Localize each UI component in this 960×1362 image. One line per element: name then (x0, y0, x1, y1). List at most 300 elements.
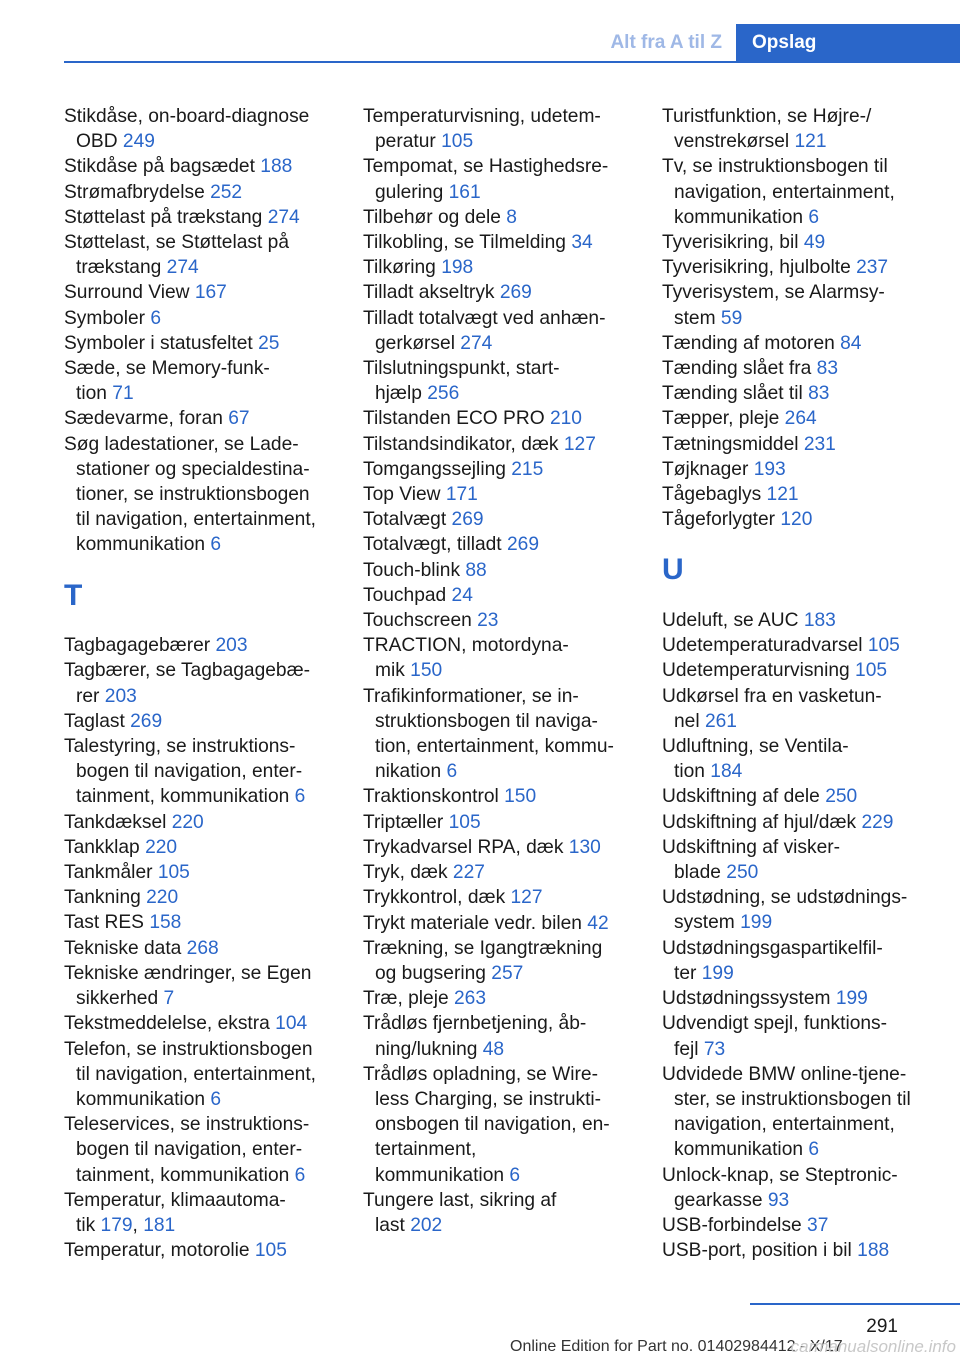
index-entry-text: Strømafbrydelse (64, 181, 211, 203)
page-reference-link[interactable]: 257 (491, 962, 524, 984)
index-entry-text: Tekstmeddelelse, ekstra (64, 1013, 276, 1035)
index-entry-text: Temperaturvisning, udetem- (363, 106, 601, 127)
index-entry (662, 406, 947, 431)
index-entry-text: Totalvægt (363, 509, 452, 531)
index-entry: Temperatur, klimaautoma- tik 179, 181 (64, 1189, 286, 1236)
index-entry (64, 432, 344, 558)
page-reference-link[interactable]: 84 (840, 332, 862, 354)
index-entry (363, 154, 643, 204)
page-reference-link[interactable]: 220 (171, 811, 204, 833)
index-entry-text: last (375, 1214, 411, 1236)
index-entry-text: Touchpad (363, 584, 452, 606)
index-entry-text: navigation, entertainment, (674, 1114, 895, 1136)
index-entry-text: venstrekørsel (674, 131, 795, 153)
page-reference-link[interactable]: 220 (145, 836, 178, 858)
index-entry-text: Unlock-knap, se Steptronic- (662, 1164, 898, 1186)
index-entry-text: Tågeforlygter (662, 509, 781, 531)
page-reference-link[interactable]: 269 (130, 710, 163, 732)
index-entry-text: Udkørsel fra en vasketun- (662, 685, 882, 707)
page-reference-link[interactable]: 274 (166, 257, 199, 279)
index-entry (662, 658, 947, 683)
index-entry-text: bogen til navigation, enter- (76, 761, 303, 783)
index-entry (662, 1238, 947, 1263)
index-entry-text: Touchscreen (363, 610, 478, 632)
index-entry (363, 356, 643, 406)
page-reference-link[interactable]: 8 (506, 206, 517, 228)
index-entry (363, 482, 643, 507)
index-entry-text: trækstang (76, 257, 167, 279)
section-tab-opslag[interactable]: Opslag (736, 24, 960, 62)
index-entry-text: Udstødningsgaspartikelfil- (662, 937, 883, 959)
index-entry (64, 633, 344, 658)
index-letter-heading: U (662, 553, 684, 587)
index-entry (662, 457, 947, 482)
index-entry-text: Tagbærer, se Tagbagagebæ- (64, 660, 311, 682)
page-reference-link[interactable]: 121 (766, 484, 799, 506)
index-entry (363, 583, 643, 608)
page-reference-link[interactable]: 269 (451, 509, 484, 531)
index-entry-text: rer (76, 685, 105, 707)
page-reference-link[interactable]: 250 (825, 786, 858, 808)
index-entry-text: Temperatur, motorolie (64, 1240, 255, 1262)
index-column-2 (363, 104, 643, 1238)
page-reference-link[interactable]: 105 (157, 862, 190, 884)
page-reference-link[interactable]: 6 (210, 534, 222, 556)
page-number: 291 (866, 1316, 898, 1337)
index-entry (363, 860, 643, 885)
page-reference-link[interactable]: 23 (477, 610, 499, 632)
index-entry (64, 1011, 344, 1036)
index-entry-text: TRACTION, motordyna- (363, 635, 569, 657)
page-reference-link[interactable]: 6 (446, 761, 458, 783)
edition-note: Online Edition for Part no. 01402984412 - X/17 (510, 1338, 843, 1355)
index-entry-text: ter (674, 962, 702, 984)
index-entry (64, 230, 344, 280)
index-entry-text: Symboler i statusfeltet (64, 332, 259, 354)
page-reference-link[interactable]: 198 (441, 257, 474, 279)
index-letter-heading: T (64, 578, 83, 612)
page-reference-link[interactable]: 25 (258, 332, 280, 354)
page-reference-link[interactable]: 188 (260, 156, 293, 178)
index-entry (363, 230, 643, 255)
index-entry-text: Talestyring, se instruktions- (64, 736, 296, 758)
page-reference-link[interactable]: 269 (506, 534, 539, 556)
page-reference-link[interactable]: 34 (571, 232, 593, 254)
index-entry (363, 608, 643, 633)
page-reference-link[interactable]: 105 (867, 635, 900, 657)
index-entry-text: Trykt materiale vedr. bilen (363, 912, 588, 934)
index-entry-text: Teleservices, se instruktions- (64, 1114, 310, 1136)
index-entry-text: Tilstandsindikator, dæk (363, 433, 564, 455)
index-entry (662, 154, 947, 230)
page-reference-link[interactable]: 184 (710, 761, 743, 783)
index-entry-text: Tekniske ændringer, se Egen (64, 962, 312, 984)
page-reference-link[interactable]: 130 (568, 836, 601, 858)
index-entry-text: tertainment, (375, 1139, 477, 1161)
index-entry-text: peratur (375, 131, 442, 153)
page-reference-link[interactable]: 6 (808, 1139, 820, 1161)
index-entry (64, 1238, 344, 1263)
index-entry (662, 784, 947, 809)
index-entry-text: navigation, entertainment, (674, 181, 895, 203)
index-entry-text: Tyverisikring, hjulbolte (662, 257, 857, 279)
page-reference-link[interactable]: 161 (448, 181, 481, 203)
index-entry (662, 331, 947, 356)
index-entry (64, 910, 344, 935)
index-entry-text: Tast RES (64, 912, 150, 934)
index-entry (64, 205, 344, 230)
page-reference-link[interactable]: 210 (549, 408, 582, 430)
index-entry-text: nikation (375, 761, 447, 783)
index-entry-text: Trafikinformationer, se in- (363, 685, 579, 707)
page-reference-link[interactable]: 93 (767, 1189, 790, 1211)
page-reference-link[interactable]: 6 (210, 1088, 222, 1110)
page-reference-link[interactable]: 231 (803, 433, 836, 455)
index-entry-text: Tungere last, sikring af (363, 1189, 557, 1211)
index-entry (662, 1163, 947, 1213)
index-entry (363, 280, 643, 305)
index-entry (662, 432, 947, 457)
index-entry-text: Tøjknager (662, 458, 754, 480)
index-entry (662, 810, 947, 835)
index-entry-text: kommunikation (674, 206, 809, 228)
page-reference-link[interactable]: 199 (835, 988, 868, 1010)
page-reference-link[interactable]: 6 (808, 206, 820, 228)
page-reference-link[interactable]: 127 (510, 887, 543, 909)
index-entry (363, 432, 643, 457)
index-entry-text: Udskiftning af dele (662, 786, 826, 808)
page-reference-link[interactable]: 171 (445, 484, 478, 506)
index-entry-text: Tankning (64, 887, 147, 909)
index-entry-text: stem (674, 307, 721, 329)
index-entry-text: fejl (674, 1038, 704, 1060)
page-reference-link[interactable]: 105 (441, 131, 474, 153)
index-entry-text: Tyverisikring, bil (662, 232, 804, 254)
page-reference-link[interactable]: 158 (149, 912, 182, 934)
page-reference-link[interactable]: 127 (563, 433, 596, 455)
page-reference-link[interactable]: 73 (703, 1038, 726, 1060)
index-entry-text: tion (76, 383, 113, 405)
index-entry-text: Søg ladestationer, se Lade- (64, 433, 299, 455)
index-entry-text: Tagbagagebærer (64, 635, 216, 657)
index-entry (64, 658, 344, 708)
index-entry-text: Udvidede BMW online-tjene- (662, 1063, 907, 1085)
page-reference-link[interactable]: 59 (720, 307, 743, 329)
index-entry-text: Tilslutningspunkt, start- (363, 358, 560, 380)
index-entry (64, 406, 344, 431)
index-entry-text: Triptæller (363, 811, 449, 833)
page-reference-link[interactable]: 264 (784, 408, 817, 430)
index-entry-text: Surround View (64, 282, 195, 304)
index-entry-text: til navigation, entertainment, (76, 509, 316, 531)
index-entry-text: sikkerhed (76, 988, 164, 1010)
index-entry-text: onsbogen til navigation, en- (375, 1114, 610, 1136)
page-reference-link[interactable]: 120 (780, 509, 813, 531)
index-entry-text: Tomgangssejling (363, 458, 512, 480)
page-reference-link[interactable]: 268 (186, 937, 219, 959)
page-reference-link[interactable]: 7 (163, 988, 175, 1010)
index-entry-text: Taglast (64, 710, 131, 732)
page-reference-link[interactable]: 250 (726, 862, 759, 884)
index-entry-text: gerkørsel (375, 332, 461, 354)
page-reference-link[interactable]: 199 (701, 962, 734, 984)
index-entry (363, 558, 643, 583)
index-entry (64, 961, 344, 1011)
page-reference-link[interactable]: 37 (807, 1214, 829, 1236)
index-entry (363, 1011, 643, 1061)
page-reference-link[interactable]: 274 (267, 206, 300, 228)
index-entry (662, 1011, 947, 1061)
index-entry (64, 734, 344, 810)
page-reference-link[interactable]: 83 (816, 358, 838, 380)
page-reference-link[interactable]: 105 (254, 1240, 287, 1262)
page-reference-link[interactable]: 71 (112, 383, 134, 405)
index-entry (662, 633, 947, 658)
index-entry-text: tainment, kommunikation (76, 786, 295, 808)
index-entry (64, 331, 344, 356)
index-entry-text: Tempomat, se Hastighedsre- (363, 156, 609, 178)
page-reference-link[interactable]: 104 (275, 1013, 308, 1035)
index-entry-text: Træ, pleje (363, 988, 454, 1010)
index-entry-text: til navigation, entertainment, (76, 1063, 316, 1085)
index-entry (64, 154, 344, 179)
index-entry (64, 709, 344, 734)
index-entry-text: Touch-blink (363, 559, 466, 581)
index-entry (662, 734, 947, 784)
index-entry-text: Sæde, se Memory-funk- (64, 358, 270, 380)
index-entry-text: Udstødningssystem (662, 988, 836, 1010)
index-entry (662, 255, 947, 280)
index-entry (64, 180, 344, 205)
index-entry-text: Udskiftning af visker- (662, 836, 841, 858)
index-entry-text: tik (76, 1214, 101, 1236)
page-reference-link[interactable]: 48 (482, 1038, 505, 1060)
page-reference-link[interactable]: 105 (448, 811, 481, 833)
index-entry-text: Støttelast på trækstang (64, 206, 268, 228)
index-entry-text: Telefon, se instruktionsbogen (64, 1038, 313, 1060)
index-entry-text: Støttelast, se Støttelast på (64, 232, 290, 254)
page-reference-link[interactable]: 227 (452, 862, 485, 884)
page-reference-link[interactable]: 24 (451, 584, 473, 606)
index-entry (662, 356, 947, 381)
page-reference-link[interactable]: 49 (803, 232, 826, 254)
index-entry (64, 306, 344, 331)
index-entry-text: Trykadvarsel RPA, dæk (363, 836, 569, 858)
index-entry-text: less Charging, se instrukti- (375, 1088, 602, 1110)
index-entry (64, 1037, 344, 1113)
page-reference-link[interactable]: 83 (808, 383, 830, 405)
index-entry-text: Trådløs opladning, se Wire- (363, 1063, 598, 1085)
index-entry-text: Tilstanden ECO PRO (363, 408, 550, 430)
index-entry-text: Udetemperaturadvarsel (662, 635, 868, 657)
page-reference-link[interactable]: 150 (410, 660, 443, 682)
index-entry (363, 911, 643, 936)
index-entry-text: Udluftning, se Ventila- (662, 736, 849, 758)
index-entry-text: Tågebaglys (662, 484, 767, 506)
index-entry-text: Trykkontrol, dæk (363, 887, 511, 909)
index-entry-text: Stikdåse på bagsædet (64, 156, 261, 178)
index-entry (662, 230, 947, 255)
index-entry-text: Udetemperaturvisning (662, 660, 856, 682)
index-entry (363, 104, 643, 154)
index-entry-text: blade (674, 862, 727, 884)
index-entry (662, 986, 947, 1011)
index-entry-text: Udeluft, se AUC (662, 610, 804, 632)
index-entry-text: tainment, kommunikation (76, 1164, 295, 1186)
index-entry-text: Tilkøring (363, 257, 442, 279)
page-reference-link[interactable]: 220 (146, 887, 179, 909)
index-column-3 (662, 104, 947, 1263)
index-entry-text: gulering (375, 181, 449, 203)
page-reference-link[interactable]: 261 (704, 710, 737, 732)
index-entry-text: struktionsbogen til naviga- (375, 710, 598, 732)
index-entry-text: kommunikation (674, 1139, 809, 1161)
page-reference-link[interactable]: 42 (587, 912, 609, 934)
page-reference-link[interactable]: 274 (460, 332, 493, 354)
index-entry-text: Temperatur, klimaautoma- (64, 1189, 286, 1211)
index-entry (363, 255, 643, 280)
index-entry-text: Symboler (64, 307, 151, 329)
index-entry (363, 406, 643, 431)
page-reference-link[interactable]: 67 (228, 408, 250, 430)
index-entry-text: gearkasse (674, 1189, 768, 1211)
watermark: carmanualsonline.info (790, 1337, 956, 1356)
page-reference-link[interactable]: 105 (855, 660, 888, 682)
page-reference-link[interactable]: 193 (753, 458, 786, 480)
footer-rule (750, 1303, 960, 1305)
index-entry (363, 684, 643, 785)
index-entry (64, 860, 344, 885)
index-entry-text: Tætningsmiddel (662, 433, 804, 455)
index-entry (363, 205, 643, 230)
index-entry-text: og bugsering (375, 962, 492, 984)
index-entry (363, 885, 643, 910)
index-entry (662, 482, 947, 507)
index-entry-text: Sædevarme, foran (64, 408, 229, 430)
index-entry-text: Tænding slået fra (662, 358, 817, 380)
index-entry-text: Tankdæksel (64, 811, 172, 833)
index-entry-text: Tæpper, pleje (662, 408, 785, 430)
index-entry (662, 1213, 947, 1238)
index-entry (363, 986, 643, 1011)
index-entry-text: Tekniske data (64, 937, 187, 959)
index-entry (363, 835, 643, 860)
index-entry-text: stationer og specialdestina- (76, 458, 310, 480)
index-entry-text: Tv, se instruktionsbogen til (662, 156, 888, 178)
index-entry-text: kommunikation (76, 1088, 211, 1110)
index-entry (363, 633, 643, 683)
index-entry-text: Totalvægt, tilladt (363, 534, 507, 556)
page-reference-link[interactable]: 121 (794, 131, 827, 153)
page-reference-link[interactable]: 215 (511, 458, 544, 480)
index-entry-text: Tyverisystem, se Alarmsy- (662, 282, 885, 304)
index-entry (662, 835, 947, 885)
index-entry (363, 784, 643, 809)
index-entry (64, 936, 344, 961)
page-reference-link[interactable]: 167 (194, 282, 227, 304)
index-entry (662, 885, 947, 935)
index-entry-text: OBD (76, 131, 123, 153)
page-reference-link[interactable]: 252 (210, 181, 243, 203)
page-reference-link[interactable]: 203 (104, 685, 137, 707)
index-entry-text: ster, se instruktionsbogen til (674, 1088, 911, 1110)
index-entry-text: Stikdåse, on-board-diagnose (64, 106, 310, 127)
index-entry-text: tion (674, 761, 711, 783)
index-entry-text: Udstødning, se udstødnings- (662, 887, 908, 909)
index-entry-text: Tilladt totalvægt ved anhæn- (363, 307, 606, 329)
index-entry (64, 280, 344, 305)
page-reference-link[interactable]: 249 (122, 131, 155, 153)
index-entry (64, 356, 344, 406)
page-reference-link[interactable]: 269 (499, 282, 532, 304)
index-entry-text: system (674, 912, 741, 934)
index-entry (363, 810, 643, 835)
page-reference-link[interactable]: 203 (215, 635, 248, 657)
page-reference-link[interactable]: 6 (509, 1164, 521, 1186)
index-entry (662, 608, 947, 633)
index-entry-text: Tænding slået til (662, 383, 809, 405)
page-reference-link[interactable]: 237 (856, 257, 889, 279)
index-entry (662, 936, 947, 986)
index-entry-text: Udskiftning af hjul/dæk (662, 811, 862, 833)
index-entry-text: Traktionskontrol (363, 786, 505, 808)
index-entry-text: tioner, se instruktionsbogen (76, 484, 310, 506)
header-rule (64, 61, 960, 63)
page-reference-link[interactable]: 202 (410, 1214, 443, 1236)
index-entry-text: hjælp (375, 383, 428, 405)
index-entry (64, 885, 344, 910)
page-reference-link[interactable]: 179 (100, 1214, 133, 1236)
page-reference-link[interactable]: 88 (465, 559, 487, 581)
index-entry (363, 457, 643, 482)
section-tab-alt-fra-a-til-z[interactable]: Alt fra A til Z (610, 32, 722, 53)
index-entry-text: Udvendigt spejl, funktions- (662, 1013, 888, 1035)
index-entry-text: tion, entertainment, kommu- (375, 736, 614, 758)
index-entry (64, 810, 344, 835)
index-entry-text: Tænding af motoren (662, 332, 841, 354)
page-reference-link[interactable]: 181 (143, 1214, 176, 1236)
index-entry (662, 507, 947, 532)
page-reference-link[interactable]: 183 (803, 610, 836, 632)
index-entry-text: kommunikation (76, 534, 211, 556)
index-entry (363, 1188, 643, 1238)
page-reference-link[interactable]: 263 (454, 988, 487, 1010)
page-reference-link[interactable]: 6 (294, 1164, 306, 1186)
index-entry-text: mik (375, 660, 411, 682)
page-reference-link[interactable]: 188 (857, 1240, 890, 1262)
index-entry-text: Tankklap (64, 836, 146, 858)
page-reference-link[interactable]: 6 (150, 307, 162, 329)
page-reference-link[interactable]: 199 (740, 912, 773, 934)
page-reference-link[interactable]: 256 (427, 383, 460, 405)
index-entry-text: nel (674, 710, 705, 732)
index-entry-text: Top View (363, 484, 446, 506)
index-entry-text: Trådløs fjernbetjening, åb- (363, 1013, 587, 1035)
index-entry-text: USB-forbindelse (662, 1214, 808, 1236)
index-entry (363, 936, 643, 986)
page-reference-link[interactable]: 150 (504, 786, 537, 808)
page-header (596, 24, 960, 62)
page-reference-link[interactable]: 229 (861, 811, 894, 833)
index-entry-text: Tilladt akseltryk (363, 282, 500, 304)
index-entry (363, 532, 643, 557)
index-entry-text: Tryk, dæk (363, 862, 453, 884)
page-reference-link[interactable]: 6 (294, 786, 306, 808)
index-entry (363, 1062, 643, 1188)
index-entry-text: Tilkobling, se Tilmelding (363, 232, 572, 254)
index-column-1 (64, 104, 344, 1263)
index-entry (662, 684, 947, 734)
